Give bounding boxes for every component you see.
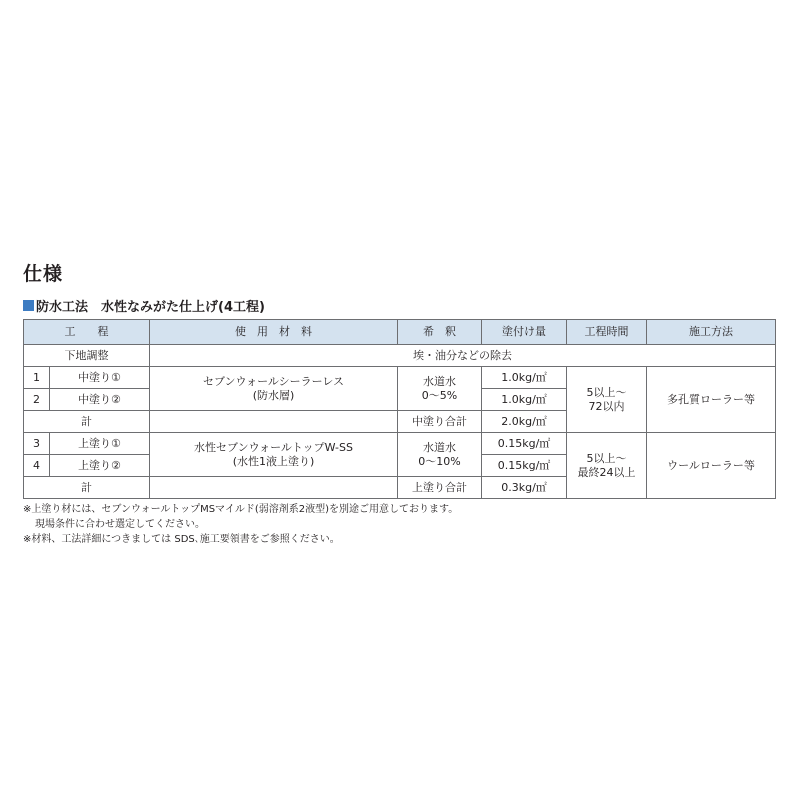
subtotal-amount: 0.3kg/㎡ xyxy=(482,477,567,499)
page-title: 仕様 xyxy=(23,263,64,285)
row-step: 上塗り② xyxy=(50,455,150,477)
method-cell: 多孔質ローラー等 xyxy=(647,367,776,433)
prep-material: 埃・油分などの除去 xyxy=(150,345,776,367)
dilution-ratio: 0～10% xyxy=(418,454,461,468)
table-header-row xyxy=(24,320,776,345)
subtotal-label: 上塗り合計 xyxy=(398,477,482,499)
table-row xyxy=(24,367,776,389)
method-cell: ウールローラー等 xyxy=(647,433,776,499)
row-step: 上塗り① xyxy=(50,433,150,455)
subtotal-amount: 2.0kg/㎡ xyxy=(482,411,567,433)
prep-step: 下地調整 xyxy=(24,345,150,367)
footnote-2: 現場条件に合わせ選定してください。 xyxy=(35,519,205,530)
row-number: 4 xyxy=(24,455,50,477)
time-min: 5以上～ xyxy=(586,386,627,400)
material-cell xyxy=(150,433,398,477)
material-note: (水性1液上塗り) xyxy=(232,454,315,468)
row-step: 中塗り① xyxy=(50,367,150,389)
row-step: 中塗り② xyxy=(50,389,150,411)
time-max: 72以内 xyxy=(588,399,625,413)
row-number: 3 xyxy=(24,433,50,455)
row-amount: 1.0kg/㎡ xyxy=(482,367,567,389)
dilution-ratio: 0～5% xyxy=(421,388,458,402)
header-dilution: 希 釈 xyxy=(398,320,482,345)
dilution-water: 水道水 xyxy=(423,375,456,389)
row-amount: 0.15kg/㎡ xyxy=(482,433,567,455)
material-note: (防水層) xyxy=(252,388,295,402)
section-heading-text: 防水工法 水性なみがた仕上げ(4工程) xyxy=(36,300,265,315)
row-number: 1 xyxy=(24,367,50,389)
time-cell xyxy=(567,367,647,433)
row-number: 2 xyxy=(24,389,50,411)
total-material-empty xyxy=(150,411,398,433)
material-name: セブンウォールシーラーレス xyxy=(202,375,345,389)
footnote-1: ※上塗り材には、セブンウォールトップMSマイルド(弱溶剤系2液型)を別途ご用意しております。 xyxy=(23,504,459,515)
dilution-cell xyxy=(398,367,482,411)
time-min: 5以上～ xyxy=(586,452,627,466)
total-material-empty xyxy=(150,477,398,499)
row-amount: 1.0kg/㎡ xyxy=(482,389,567,411)
total-label: 計 xyxy=(24,411,150,433)
footnotes xyxy=(23,502,458,547)
header-amount: 塗付け量 xyxy=(482,320,567,345)
header-time: 工程時間 xyxy=(567,320,647,345)
material-name: 水性セブンウォールトップW-SS xyxy=(194,441,353,455)
time-cell xyxy=(567,433,647,499)
table-row-prep xyxy=(24,345,776,367)
section-heading xyxy=(23,296,265,315)
time-max: 最終24以上 xyxy=(577,465,636,479)
total-label: 計 xyxy=(24,477,150,499)
header-process: 工 程 xyxy=(24,320,150,345)
dilution-cell xyxy=(398,433,482,477)
table-row xyxy=(24,433,776,455)
header-material: 使 用 材 料 xyxy=(150,320,398,345)
dilution-water: 水道水 xyxy=(423,441,456,455)
header-method: 施工方法 xyxy=(647,320,776,345)
square-bullet-icon xyxy=(23,300,34,311)
row-amount: 0.15kg/㎡ xyxy=(482,455,567,477)
material-cell xyxy=(150,367,398,411)
footnote-3: ※材料、工法詳細につきましては SDS､施工要領書をご参照ください。 xyxy=(23,534,340,545)
subtotal-label: 中塗り合計 xyxy=(398,411,482,433)
spec-table xyxy=(23,319,776,499)
